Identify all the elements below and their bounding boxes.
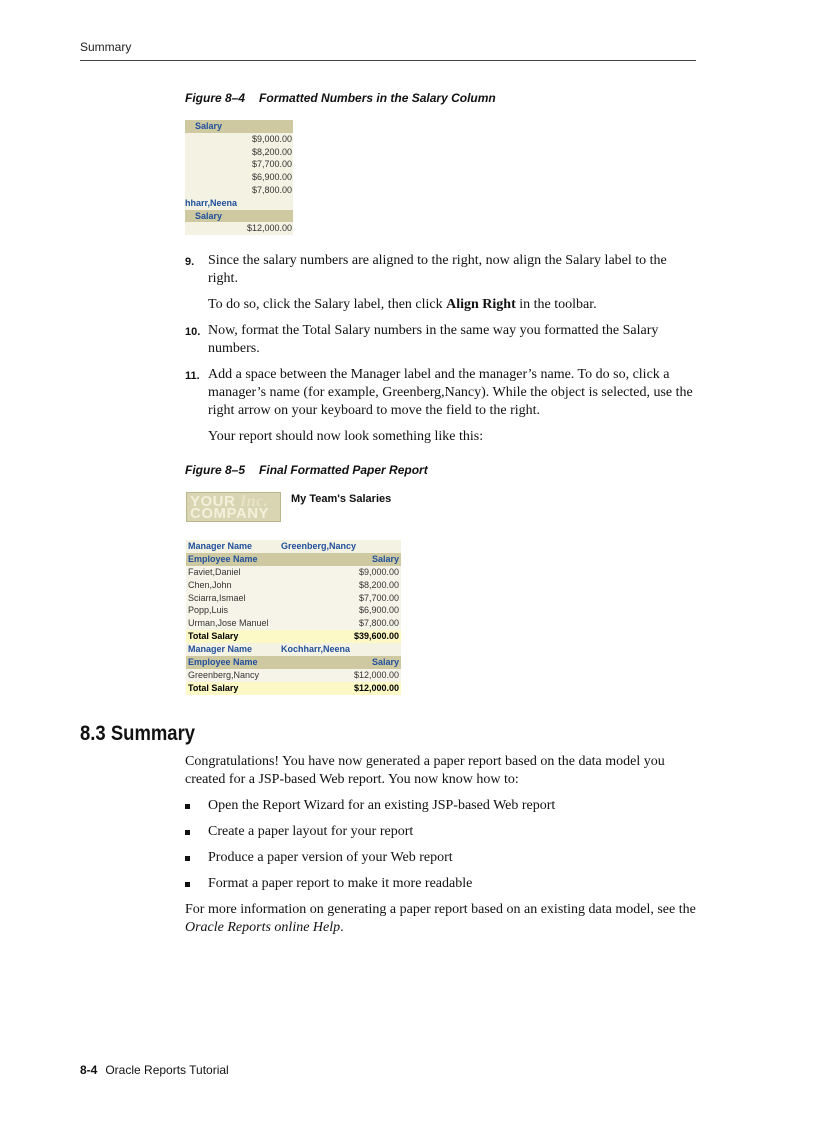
figure-5-title: Final Formatted Paper Report	[259, 463, 428, 477]
manager-label: Manager Name	[188, 644, 253, 655]
square-bullet-icon	[185, 804, 190, 809]
page-number: 8-4	[80, 1063, 98, 1077]
fig4-value: $7,700.00	[251, 159, 292, 170]
figure-5-label: Figure 8–5	[185, 463, 246, 477]
step-subtext-part: in the toolbar.	[515, 297, 597, 312]
summary-intro: Congratulations! You have now generated a paper report based on the data model you created for a JSP-based Web report. You now know how to:	[185, 754, 665, 787]
employee-column-header: Employee Name	[188, 657, 258, 668]
fig4-salary-header: Salary	[185, 120, 293, 133]
book-title: Oracle Reports Tutorial	[105, 1063, 229, 1077]
total-row	[186, 682, 401, 695]
figure-4-title: Formatted Numbers in the Salary Column	[259, 91, 496, 105]
figure-5-report	[186, 540, 401, 695]
table-row	[186, 579, 401, 592]
fig4-value: $6,900.00	[251, 172, 292, 183]
closing-text: .	[340, 920, 344, 935]
fig4-value-row	[185, 133, 293, 146]
employee-salary: $7,800.00	[358, 618, 399, 629]
fig4-value: $9,000.00	[251, 133, 292, 144]
list-item	[185, 823, 697, 841]
company-logo	[186, 492, 281, 522]
table-row	[186, 566, 401, 579]
employee-salary: $9,000.00	[358, 566, 399, 577]
salary-column-header: Salary	[371, 657, 399, 668]
figure-4-caption	[185, 91, 496, 105]
manager-value: Kochharr,Neena	[281, 644, 351, 655]
table-row	[186, 604, 401, 617]
fig4-value-row	[185, 146, 293, 159]
manager-label: Manager Name	[188, 541, 253, 551]
fig4-value: $8,200.00	[251, 146, 292, 157]
fig4-value: $7,800.00	[251, 184, 292, 195]
figure-4-image	[185, 120, 293, 235]
summary-closing	[185, 901, 697, 937]
column-header-row	[186, 553, 401, 566]
list-item	[185, 797, 697, 815]
step-text: Since the salary numbers are aligned to the right, now align the Salary label to the right.	[208, 253, 667, 286]
closing-text: For more information on generating a paper report based on an existing data model, see the	[185, 902, 696, 917]
header-rule	[80, 60, 696, 61]
employee-salary: $6,900.00	[358, 605, 399, 616]
fig4-manager-name: hharr,Neena	[185, 197, 293, 210]
step-number: 11.	[185, 370, 200, 382]
square-bullet-icon	[185, 830, 190, 835]
step-number: 9.	[185, 256, 195, 268]
total-row	[186, 630, 401, 643]
list-item-text: Produce a paper version of your Web report	[208, 850, 453, 865]
summary-body	[185, 753, 697, 937]
fig4-value-row	[185, 184, 293, 197]
step-text: Add a space between the Manager label and the manager’s name. To do so, click a manager’s name (for example, Greenberg,Nancy). While the object is selected, use the right arrow on your keyboard to move the field to the right.	[208, 367, 693, 418]
square-bullet-icon	[185, 856, 190, 861]
table-row	[186, 592, 401, 605]
employee-name: Chen,John	[188, 579, 232, 590]
step-9	[185, 252, 697, 314]
align-right-term: Align Right	[446, 297, 516, 312]
section-title: 8.3 Summary	[80, 722, 196, 745]
list-item-text: Create a paper layout for your report	[208, 824, 414, 839]
manager-row	[186, 540, 401, 553]
employee-name: Sciarra,Ismael	[188, 592, 246, 603]
fig4-value-row	[185, 171, 293, 184]
employee-salary: $8,200.00	[358, 579, 399, 590]
total-value: $12,000.00	[353, 682, 399, 693]
salary-column-header: Salary	[371, 553, 399, 564]
fig4-value-row	[185, 222, 293, 235]
step-subtext-part: To do so, click the Salary label, then click	[208, 297, 447, 312]
list-item-text: Open the Report Wizard for an existing JSP-based Web report	[208, 798, 556, 813]
step-10	[185, 322, 697, 358]
step-number: 10.	[185, 326, 201, 338]
manager-value: Greenberg,Nancy	[281, 541, 357, 551]
fig4-salary-header-2: Salary	[185, 210, 293, 223]
employee-name: Greenberg,Nancy	[188, 669, 260, 680]
employee-salary: $7,700.00	[358, 592, 399, 603]
step-subtext	[208, 296, 697, 314]
step-subtext: Your report should now look something like this:	[208, 429, 484, 444]
fig4-value-row	[185, 158, 293, 171]
page-footer	[80, 1063, 229, 1077]
step-11	[185, 366, 697, 446]
running-header: Summary	[80, 40, 132, 54]
column-header-row	[186, 656, 401, 669]
help-reference: Oracle Reports online Help	[185, 920, 341, 935]
list-item	[185, 849, 697, 867]
square-bullet-icon	[185, 882, 190, 887]
summary-bullet-list	[185, 797, 697, 893]
table-row	[186, 617, 401, 630]
logo-line-2: COMPANY	[190, 505, 270, 522]
report-title: My Team's Salaries	[291, 493, 392, 505]
total-label: Total Salary	[188, 682, 239, 693]
step-text: Now, format the Total Salary numbers in the same way you formatted the Salary numbers.	[208, 323, 659, 356]
employee-salary: $12,000.00	[353, 669, 399, 680]
fig4-value: $12,000.00	[246, 223, 292, 234]
logo-inc: Inc.	[240, 493, 269, 510]
figure-5-caption	[185, 463, 428, 477]
total-label: Total Salary	[188, 631, 239, 642]
employee-column-header: Employee Name	[188, 553, 258, 564]
employee-name: Urman,Jose Manuel	[188, 618, 269, 629]
logo-text: YOUR	[190, 493, 241, 510]
figure-4-label: Figure 8–4	[185, 91, 246, 105]
list-item	[185, 875, 697, 893]
table-row	[186, 669, 401, 682]
step-list	[185, 252, 697, 454]
total-value: $39,600.00	[353, 631, 399, 642]
employee-name: Popp,Luis	[188, 605, 229, 616]
list-item-text: Format a paper report to make it more readable	[208, 876, 473, 891]
manager-row	[186, 643, 401, 656]
employee-name: Faviet,Daniel	[188, 566, 241, 577]
